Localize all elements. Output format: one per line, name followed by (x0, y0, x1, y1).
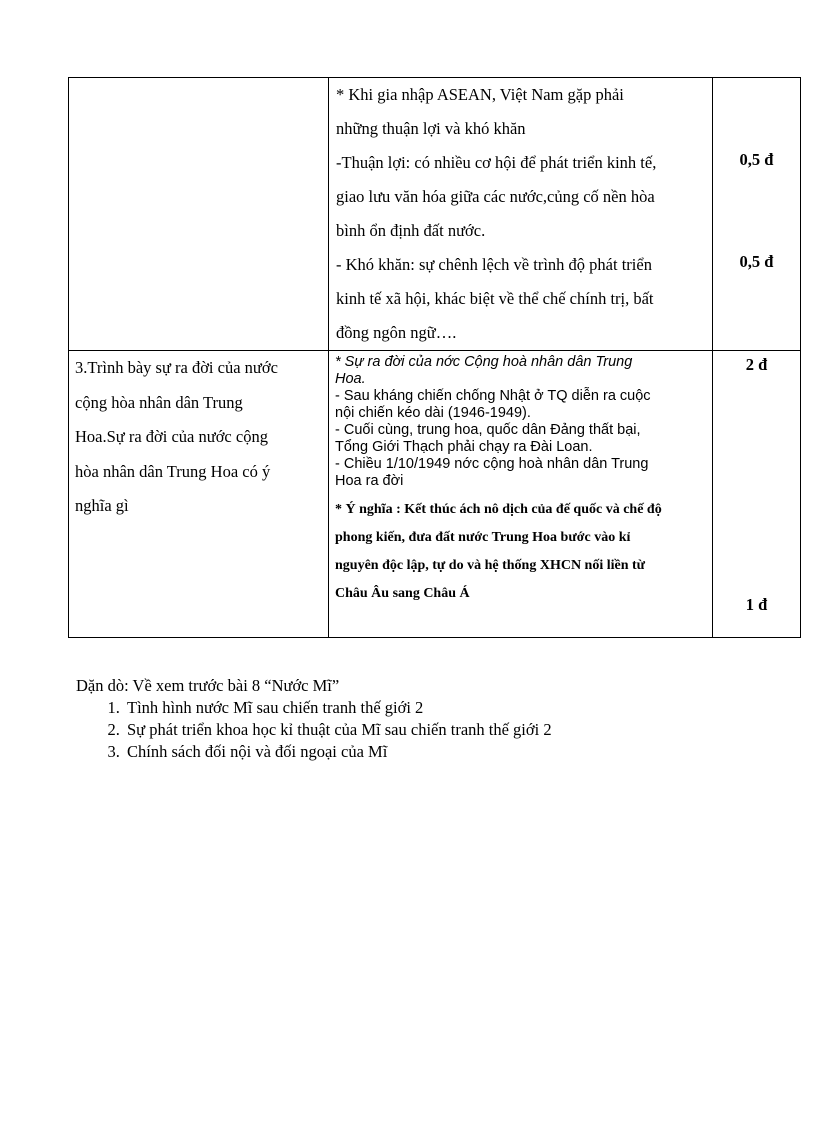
score-value: 2 đ (745, 355, 768, 374)
score-value: 0,5 đ (739, 150, 774, 169)
answer-line: * Khi gia nhập ASEAN, Việt Nam gặp phải (336, 85, 624, 104)
score-value: 1 đ (745, 595, 768, 614)
answer-line: - Khó khăn: sự chênh lệch về trình độ phát triển (336, 255, 652, 274)
meaning-line: phong kiến, đưa đất nước Trung Hoa bước vào kỉ (335, 530, 631, 545)
meaning-line: nguyên độc lập, tự do và hệ thống XHCN nối liền từ (335, 558, 646, 573)
answer-line: - Sau kháng chiến chống Nhật ở TQ diễn ra cuộc (335, 388, 651, 404)
question-cell (69, 351, 329, 638)
answer-line: kinh tế xã hội, khác biệt về thể chế chính trị, bất (336, 289, 654, 308)
question-line: 3.Trình bày sự ra đời của nước (75, 358, 278, 377)
notes-list (76, 697, 776, 763)
list-item: 1. Tình hình nước Mĩ sau chiến tranh thế giới 2 (124, 697, 776, 719)
answer-cell-china (329, 351, 713, 638)
answer-line: Tổng Giới Thạch phải chạy ra Đài Loan. (335, 439, 593, 455)
score-cell (713, 78, 801, 351)
answer-table (68, 77, 801, 638)
answer-line: giao lưu văn hóa giữa các nước,củng cố nền hòa (336, 187, 655, 206)
answer-heading: Hoa. (335, 371, 366, 387)
answer-line: - Cuối cùng, trung hoa, quốc dân Đảng thất bại, (335, 422, 641, 438)
question-line: cộng hòa nhân dân Trung (75, 392, 243, 412)
answer-line: Hoa ra đời (335, 473, 404, 489)
table-row (69, 78, 801, 351)
table-row (69, 351, 801, 638)
meaning-line: Châu Âu sang Châu Á (335, 586, 470, 601)
score-value: 0,5 đ (739, 252, 774, 271)
answer-line: những thuận lợi và khó khăn (336, 119, 526, 138)
meaning-line: * Ý nghĩa : Kết thúc ách nô dịch của đế quốc và chế độ (335, 502, 662, 517)
homework-notes (76, 675, 776, 763)
answer-line: -Thuận lợi: có nhiều cơ hội để phát triển kinh tế, (336, 153, 657, 172)
notes-heading: Dặn dò: Về xem trước bài 8 “Nước Mĩ” (76, 676, 340, 695)
question-line: nghĩa gì (75, 496, 129, 515)
answer-line: - Chiều 1/10/1949 nớc cộng hoà nhân dân Trung (335, 456, 649, 472)
question-line: hòa nhân dân Trung Hoa có ý (75, 461, 271, 481)
score-cell (713, 351, 801, 638)
question-line: Hoa.Sự ra đời của nước cộng (75, 427, 268, 446)
answer-line: đồng ngôn ngữ…. (336, 323, 457, 342)
answer-heading: * Sự ra đời của nớc Cộng hoà nhân dân Trung (335, 354, 633, 370)
answer-cell-asean (329, 78, 713, 351)
answer-line: bình ổn định đất nước. (336, 221, 486, 240)
answer-line: nội chiến kéo dài (1946-1949). (335, 405, 531, 421)
list-item: 2. Sự phát triển khoa học kỉ thuật của Mĩ sau chiến tranh thế giới 2 (124, 719, 776, 741)
question-cell-empty (69, 78, 329, 351)
list-item: 3. Chính sách đối nội và đối ngoại của Mĩ (124, 741, 776, 763)
